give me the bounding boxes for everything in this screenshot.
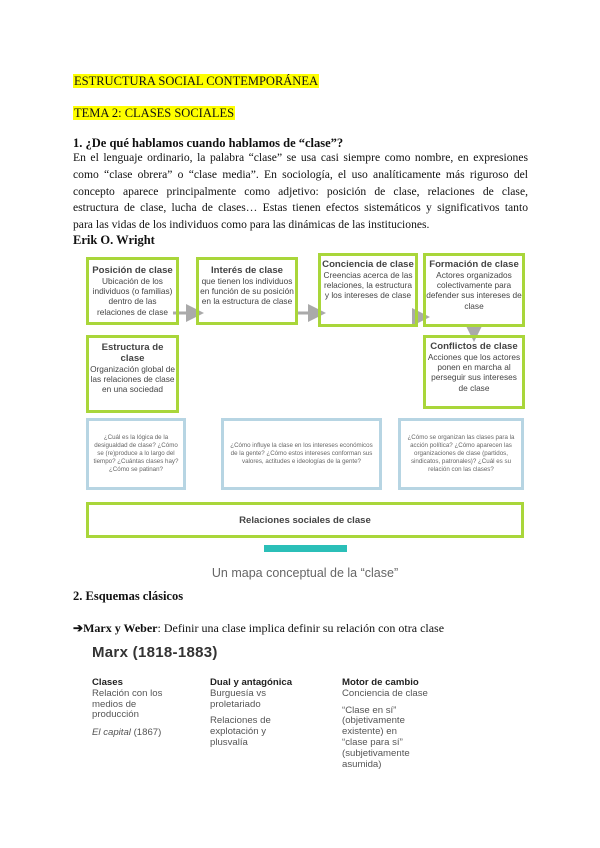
col-line: “Clase en sí”	[342, 704, 397, 716]
paragraph-line: concepto aparece principalmente como adjetivo: posición de clase, relaciones de clase,	[73, 184, 528, 198]
section-1-paragraph	[73, 150, 528, 234]
marx-weber-label: Marx y Weber	[83, 621, 158, 635]
box-text: Ubicación de los individuos (o familias) dentro de las relaciones de clase	[92, 276, 173, 317]
caption-accent-bar	[264, 545, 347, 552]
box-title: Conciencia de clase	[322, 259, 414, 270]
concept-map	[80, 250, 530, 590]
col-line: medios de	[92, 698, 137, 710]
question-box-estructura: ¿Cuál es la lógica de la desigualdad de clase? ¿Cómo se (re)produce a lo largo del tiempo? ¿Cuántas clases hay? ¿Cómo se patinan?	[86, 418, 186, 490]
col-title: Clases	[92, 677, 123, 688]
col-line: “clase para sí”	[342, 736, 403, 748]
col-line: proletariado	[210, 698, 261, 710]
marx-col-clases	[92, 678, 207, 739]
box-conciencia-de-clase	[318, 253, 418, 327]
paragraph-line: para las vidas de los individuos como para las dinámicas de las instituciones.	[73, 218, 430, 232]
box-text: que tienen los individuos en función de su posición en la estructura de clase	[200, 276, 294, 307]
col-line: (objetivamente	[342, 715, 405, 727]
subheading-text: : Definir una clase implica definir su relación con otra clase	[157, 621, 445, 635]
box-relaciones-sociales	[86, 502, 524, 538]
marx-title: Marx (1818-1883)	[92, 644, 218, 661]
paragraph-line: estructura de clase, lucha de clases… Estas tienen efectos sistemáticos y significativos tanto	[73, 201, 528, 215]
section-2-heading: 2. Esquemas clásicos	[73, 589, 184, 603]
topic-title: TEMA 2: CLASES SOCIALES	[74, 106, 235, 120]
col-line: (subjetivamente	[342, 747, 410, 759]
section-2-subheading	[73, 621, 444, 636]
course-title: ESTRUCTURA SOCIAL CONTEMPORÁNEA	[74, 74, 319, 88]
paragraph-line: En el lenguaje ordinario, la palabra “clase” se usa casi siempre como nombre, en expresiones	[73, 151, 528, 164]
question-box-formacion: ¿Cómo se organizan las clases para la acción política? ¿Cómo aparecen las organizaciones de clase (partidos, sindicatos, patronales)? ¿Cuál es su relación con las clases?	[398, 418, 524, 490]
col-line: Relación con los	[92, 687, 163, 699]
box-formacion-de-clase	[423, 253, 525, 327]
col-line: plusvalía	[210, 736, 248, 748]
marx-col-motor	[342, 678, 472, 770]
book-year: (1867)	[130, 727, 162, 739]
col-line: Conciencia de clase	[342, 687, 428, 699]
col-line: Burguesía vs	[210, 687, 266, 699]
box-title: Posición de clase	[92, 265, 173, 276]
author-name: Erik O. Wright	[73, 233, 155, 247]
box-posicion-de-clase	[86, 257, 179, 325]
box-text: Organización global de las relaciones de clase en una sociedad	[90, 364, 175, 395]
box-title: Estructura de clase	[101, 342, 164, 364]
box-title: Formación de clase	[429, 259, 519, 270]
box-estructura-de-clase	[86, 335, 179, 413]
box-title: Relaciones sociales de clase	[239, 514, 371, 526]
col-title: Dual y antagónica	[210, 677, 293, 688]
question-box-intereses: ¿Cómo influye la clase en los intereses económicos de la gente? ¿Cómo estos intereses conforman sus valores, actitudes e ideologías de la gente?	[221, 418, 382, 490]
box-text: Actores organizados colectivamente para defender sus intereses de clase	[426, 270, 522, 311]
col-line: producción	[92, 709, 139, 721]
section-1-heading: 1. ¿De qué hablamos cuando hablamos de “clase”?	[73, 136, 344, 150]
box-title: Interés de clase	[211, 265, 283, 276]
box-text: Creencias acerca de las relaciones, la estructura y los intereses de clase	[323, 270, 413, 301]
col-line: explotación y	[210, 726, 266, 738]
concept-map-caption: Un mapa conceptual de la “clase”	[211, 566, 399, 580]
book-title: El capital	[92, 727, 131, 739]
arrow-right-icon: ➔	[73, 621, 84, 635]
box-title: Conflictos de clase	[430, 341, 518, 352]
col-line: Relaciones de	[210, 715, 271, 727]
box-interes-de-clase	[196, 257, 298, 325]
paragraph-line: como “clase obrera” o “clase media”. En sociología, el uso analíticamente más riguroso del	[73, 167, 528, 181]
col-title: Motor de cambio	[342, 677, 419, 688]
col-line: existente) en	[342, 726, 397, 738]
col-line: asumida)	[342, 758, 382, 770]
marx-col-dual	[210, 678, 335, 749]
box-conflictos-de-clase	[423, 335, 525, 409]
box-text: Acciones que los actores ponen en marcha al perseguir sus intereses de clase	[427, 352, 521, 393]
